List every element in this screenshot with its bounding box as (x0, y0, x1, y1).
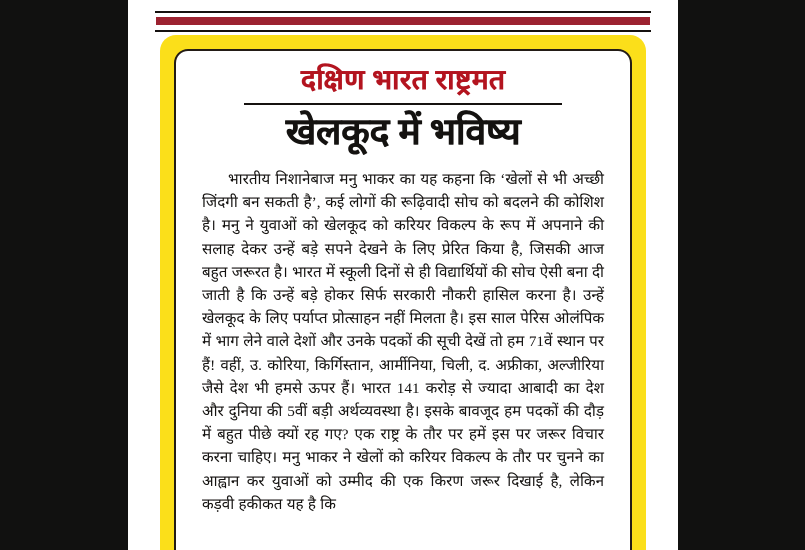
article-headline: खेलकूद में भविष्य (285, 112, 521, 154)
publication-masthead: दक्षिण भारत राष्ट्रमत (300, 65, 506, 96)
yellow-article-frame (160, 35, 646, 550)
masthead-divider (244, 103, 562, 105)
top-rule-red-bar (156, 17, 650, 25)
article-content (176, 51, 630, 550)
article-body-text: भारतीय निशानेबाज मनु भाकर का यह कहना कि ‘खेलों से भी अच्छी जिंदगी बन सकती है’, कई लोगों की रूढ़िवादी सोच को बदलने की कोशिश है। मनु ने युवाओं को खेलकूद को करियर विकल्प के रूप में अपनाने की सलाह देकर उन्हें बड़े सपने देखने के लिए प्रेरित किया है, जिसकी आज बहुत जरूरत है। भारत में स्कूली दिनों से ही विद्यार्थियों की सोच ऐसी बना दी जाती है कि उन्हें बड़े होकर सिर्फ सरकारी नौकरी हासिल करना है। उन्हें खेलकूद के लिए पर्याप्त प्रोत्साहन नहीं मिलता है। इस साल पेरिस ओलंपिक में भाग लेने वाले देशों और उनके पदकों की सूची देखें तो हम 71वें स्थान पर हैं! वहीं, उ. कोरिया, किर्गिस्तान, आर्मीनिया, चिली, द. अफ्रीका, अल्जीरिया जैसे देश भी हमसे ऊपर हैं। भारत 141 करोड़ से ज्यादा आबादी का देश और दुनिया की 5वीं बड़ी अर्थव्यवस्था है। इसके बावजूद हम पदकों की दौड़ में बहुत पीछे क्यों रह गए? एक राष्ट्र के तौर पर हमें इस पर जरूर विचार करना चाहिए। मनु भाकर ने खेलों को करियर विकल्प के तौर पर चुनने का आह्वान कर युवाओं को उम्मीद की एक किरण जरूर दिखाई है, लेकिन कड़वी हकीकत यह है कि (202, 170, 604, 513)
newspaper-page (128, 0, 678, 550)
decorative-top-rule (155, 11, 651, 32)
article-frame-inner (174, 49, 632, 550)
top-rule-hairline-upper (155, 11, 651, 13)
top-rule-hairline-lower (155, 30, 651, 32)
